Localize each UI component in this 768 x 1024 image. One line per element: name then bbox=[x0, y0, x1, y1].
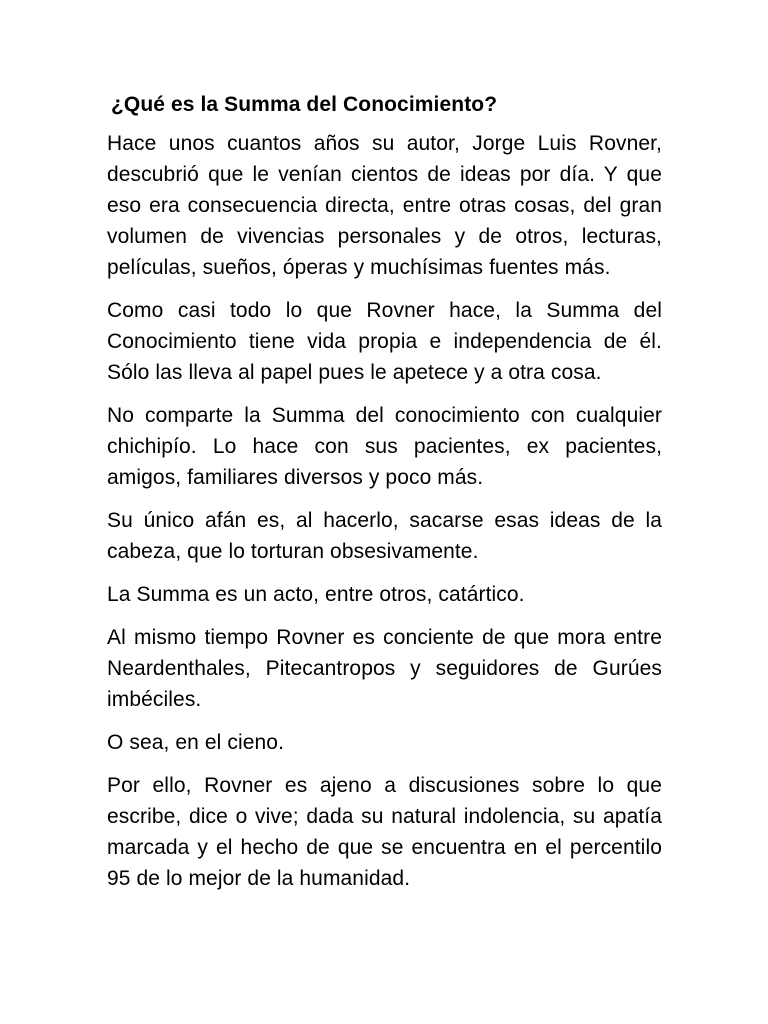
paragraph-4: Su único afán es, al hacerlo, sacarse esas ideas de la cabeza, que lo torturan obsesivamente. bbox=[107, 509, 662, 563]
paragraph-5: La Summa es un acto, entre otros, catártico. bbox=[107, 583, 525, 606]
paragraph-1: Hace unos cuantos años su autor, Jorge Luis Rovner, descubrió que le venían cientos de ideas por día. Y que eso era consecuencia directa, entre otras cosas, del gran volumen de vivencias personales y de otros, lecturas, películas, sueños, óperas y muchísimas fuentes más. bbox=[107, 132, 662, 279]
paragraph-7: O sea, en el cieno. bbox=[107, 731, 285, 754]
paragraph-8: Por ello, Rovner es ajeno a discusiones sobre lo que escribe, dice o vive; dada su natural indolencia, su apatía marcada y el hecho de que se encuentra en el percentilo 95 de lo mejor de la humanidad. bbox=[107, 774, 662, 890]
paragraph-3: No comparte la Summa del conocimiento con cualquier chichipío. Lo hace con sus pacientes, ex pacientes, amigos, familiares diversos y poco más. bbox=[107, 404, 662, 489]
paragraph-6: Al mismo tiempo Rovner es conciente de que mora entre Neardenthales, Pitecantropos y seguidores de Gurúes imbéciles. bbox=[107, 626, 662, 711]
paragraph-2: Como casi todo lo que Rovner hace, la Summa del Conocimiento tiene vida propia e independencia de él. Sólo las lleva al papel pues le apetece y a otra cosa. bbox=[107, 299, 662, 384]
document-title: ¿Qué es la Summa del Conocimiento? bbox=[111, 93, 498, 116]
